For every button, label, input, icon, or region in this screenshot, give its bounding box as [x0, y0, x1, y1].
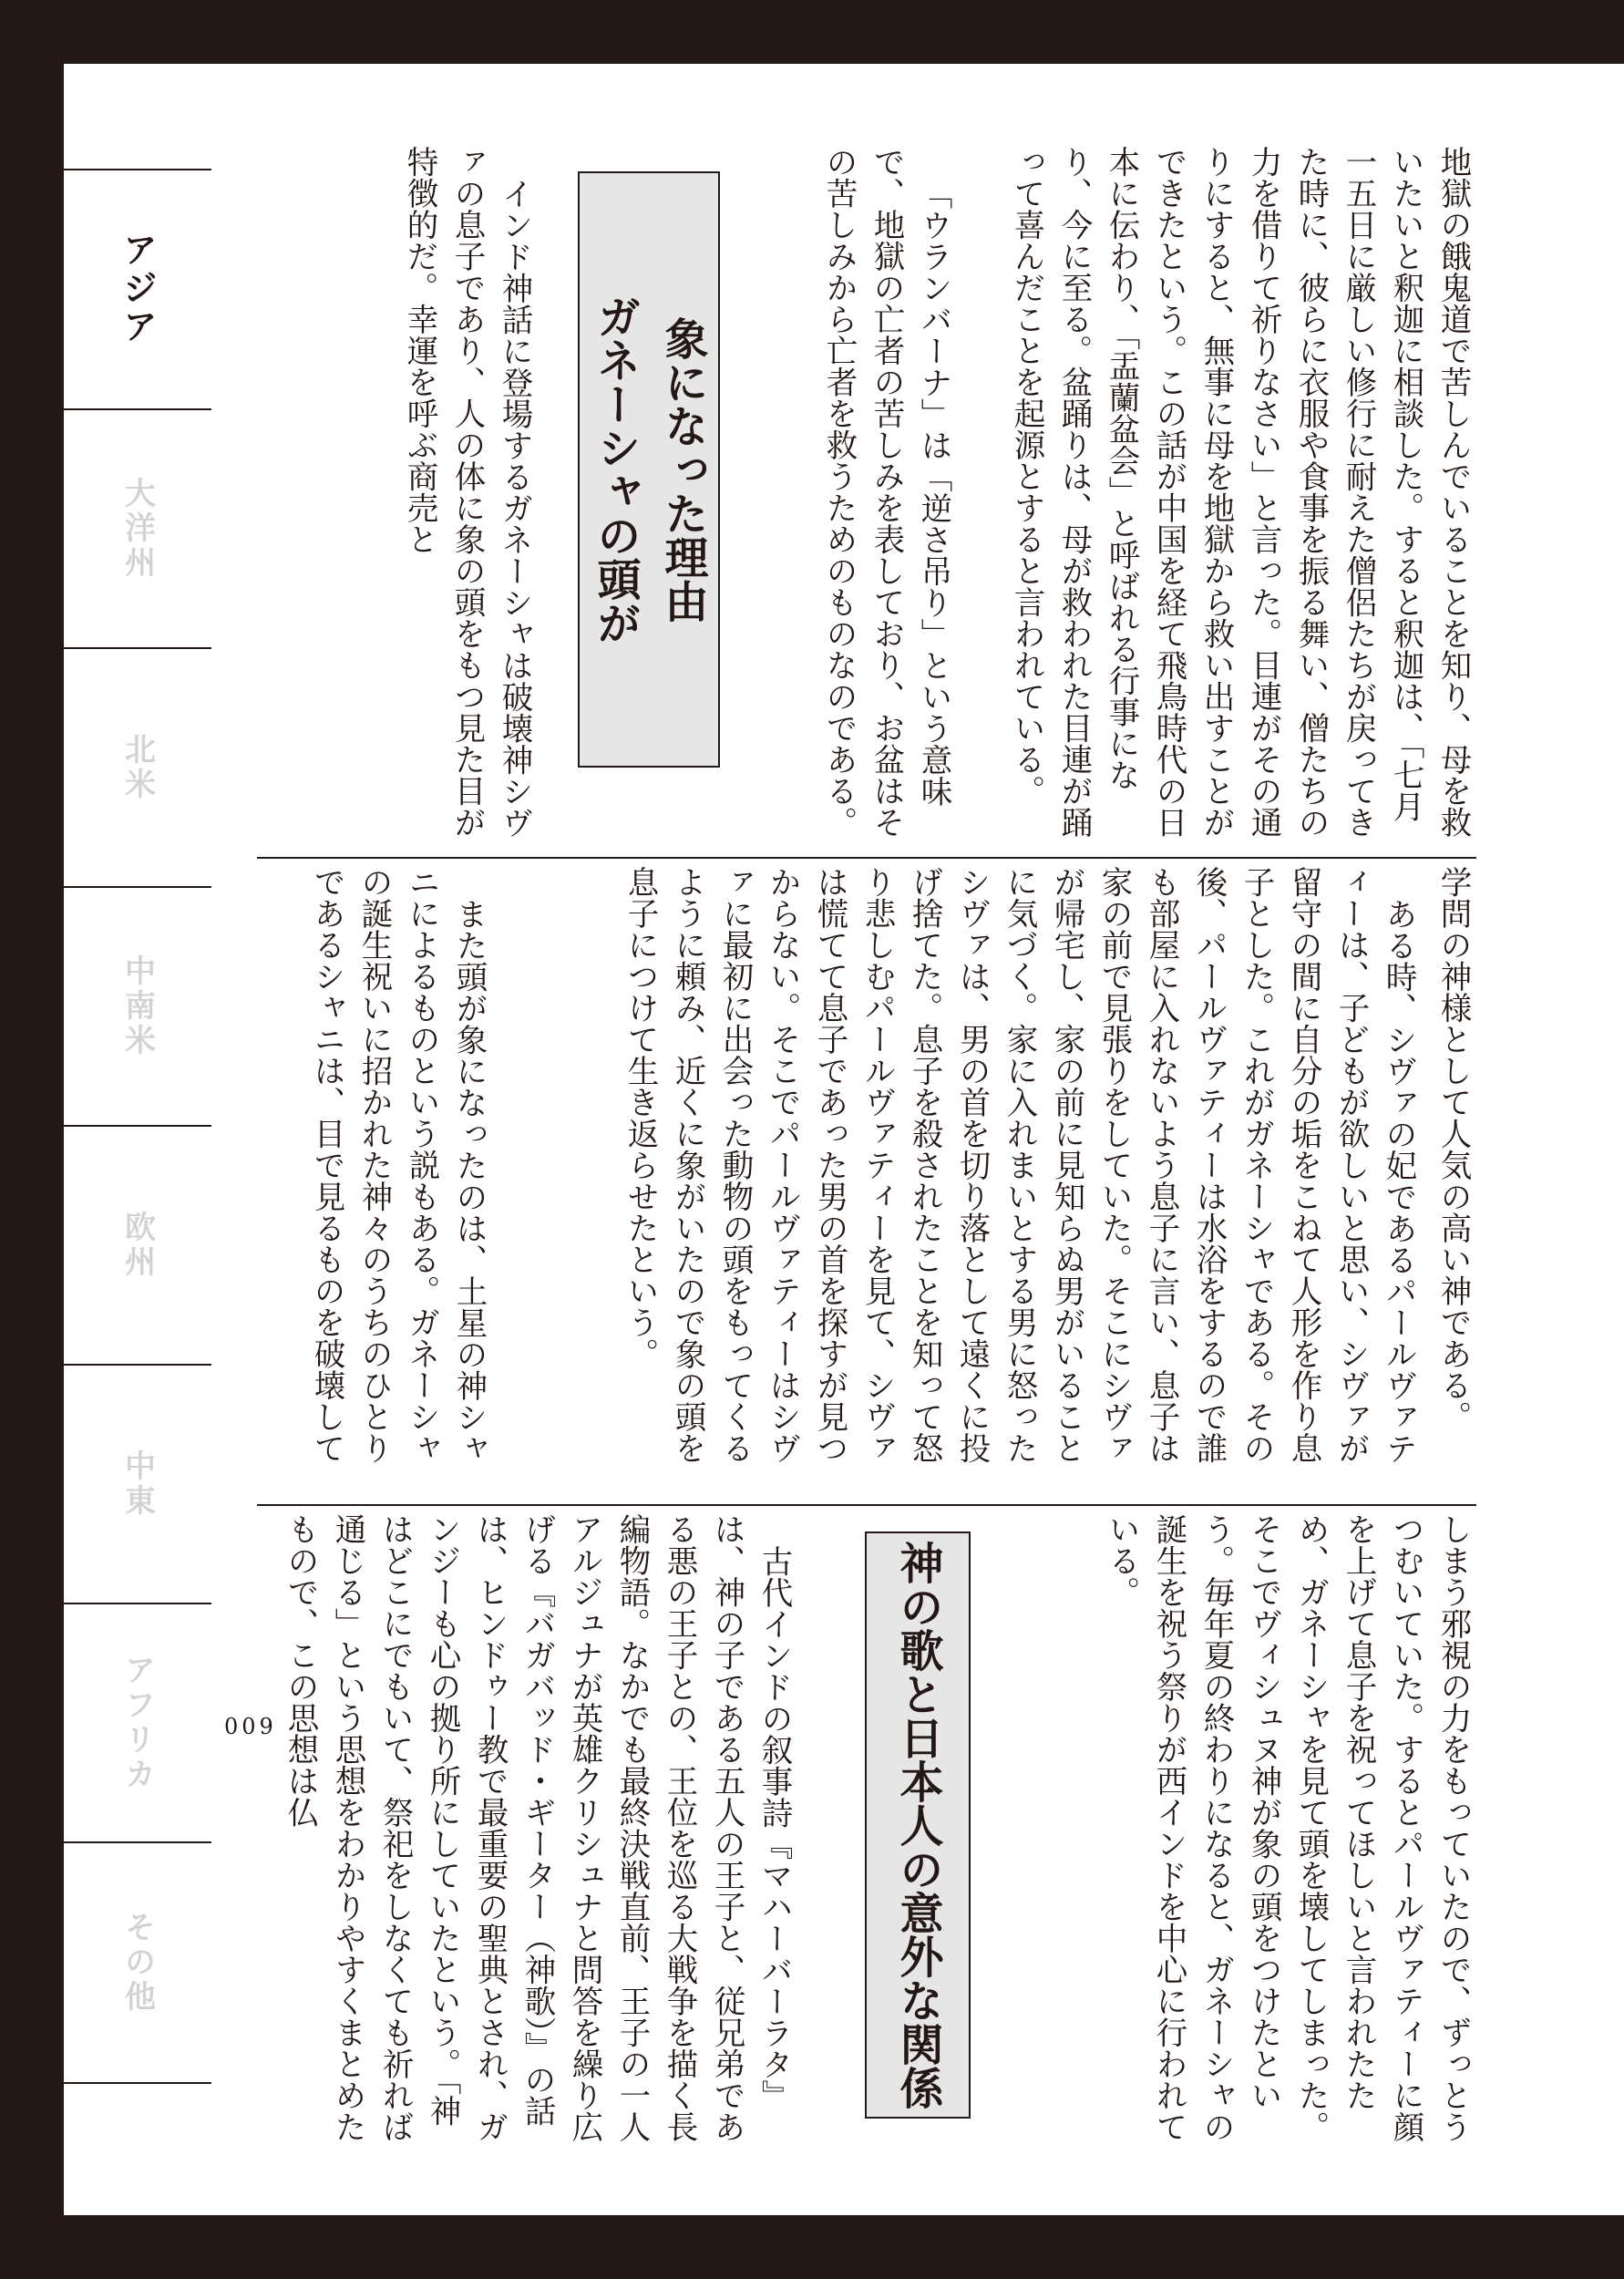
tab-label: 欧州 [118, 1211, 156, 1280]
body-paragraph: また頭が象になったのは、土星の神シャニによるものという説もある。ガネーシャの誕生祝いに招かれた神々のうちのひとりであるシャニは、目で見るものを破壊して [308, 866, 487, 1464]
section-heading-box [865, 1531, 971, 2119]
tab-asia[interactable] [64, 169, 211, 407]
tab-europe[interactable] [64, 1125, 211, 1364]
tab-other[interactable] [64, 1841, 211, 2084]
text-band-1 [257, 146, 1476, 839]
tab-label: 中東 [118, 1449, 156, 1519]
section-heading-line: 神の歌と日本人の意外な関係 [892, 1541, 943, 2109]
page [64, 64, 1624, 2215]
tab-label: アジア [117, 232, 158, 346]
body-paragraph: 地獄の餓鬼道で苦しんでいることを知り、母を救いたいと釈迦に相談した。すると釈迦は、「七月一五日に厳しい修行に耐えた僧侶たちが戻ってきた時に、彼らに衣服や食事を振る舞い、僧たちの力を借りて祈りなさい」と言った。目連がその通りにすると、無事に母を地獄から救い出すことができたという。この話が中国を経て飛鳥時代の日本に伝わり、「盂蘭盆会」と呼ばれる行事になり、今に至る。盆踊りは、母が救われた目連が踊って喜んだことを起源とすると言われている。 [1008, 146, 1471, 838]
text-band-2 [257, 866, 1476, 1486]
body-paragraph: インド神話に登場するガネーシャは破壊神シヴァの息子であり、人の体に象の頭をもつ見た目が特徴的だ。幸運を呼ぶ商売と [401, 146, 532, 838]
tab-oceania[interactable] [64, 408, 211, 647]
tab-label: 北米 [118, 733, 156, 802]
body-paragraph: 「ウランバーナ」は「逆さ吊り」という意味で、地獄の亡者の苦しみを表しており、お盆はその苦しみから亡者を救うためのものなのである。 [820, 146, 951, 838]
band-divider [257, 1504, 1476, 1506]
tab-africa[interactable] [64, 1603, 211, 1841]
body-paragraph: しまう邪視の力をもっていたので、ずっとうつむいていた。するとパールヴァティーに顔を上げて息子を祝ってほしいと言われたため、ガネーシャを見て頭を壊してしまった。そこでヴィシュヌ神が象の頭をつけたという。毎年夏の終わりになると、ガネーシャの誕生を祝う祭りが西インドを中心に行われている。 [1103, 1513, 1471, 2142]
tab-label: その他 [118, 1911, 156, 2015]
body-paragraph: ある時、シヴァの妃であるパールヴァティーは、子どもが欲しいと思い、シヴァが留守の間に自分の垢をこねて人形を作り息子とした。これがガネーシャである。その後、パールヴァティーは水浴をするので誰も部屋に入れないよう息子に言い、息子は家の前で見張りをしていた。そこにシヴァが帰宅し、家の前に見知らぬ男がいることに気づく。家に入れまいとする男に怒ったシヴァは、男の首を切り落として遠くに投げ捨てた。息子を殺されたことを知って怒り悲しむパールヴァティーを見て、シヴァは慌てて息子であった男の首を探すが見つからない。そこでパールヴァティーはシヴァに最初に出会った動物の頭をもってくるように頼み、近くに象がいたので象の頭を息子につけて生き返らせたという。 [622, 866, 1416, 1464]
section-heading-line: 象になった理由 [657, 316, 708, 623]
tab-label: 大洋州 [118, 477, 156, 581]
body-paragraph: 古代インドの叙事詩『マハーバーラタ』は、神の子である五人の王子と、従兄弟である悪の王子との、王位を巡る大戦争を描く長編物語。なかでも最終決戦直前、王子の一人アルジュナが英雄クリシュナと問答を繰り広げる『バガバッド・ギーター（神歌）』の話は、ヒンドゥー教で最重要の聖典とされ、ガンジーも心の拠り所にしていたという。「神はどこにでもいて、祭祀をしなくても祈れば通じる」という思想をわかりやすくまとめたもので、この思想は仏 [282, 1513, 792, 2142]
section-heading-line: ガネーシャの頭が [590, 294, 641, 645]
section-heading-box [578, 171, 720, 768]
tab-north-america[interactable] [64, 647, 211, 886]
tab-label: アフリカ [118, 1654, 156, 1792]
text-band-3 [257, 1513, 1476, 2151]
body-paragraph: 学問の神様として人気の高い神である。 [1434, 866, 1471, 1432]
tab-latin-america[interactable] [64, 886, 211, 1125]
tab-middle-east[interactable] [64, 1364, 211, 1603]
tab-label: 中南米 [118, 954, 156, 1058]
page-number: 009 [224, 1714, 277, 1739]
band-divider [257, 857, 1476, 859]
